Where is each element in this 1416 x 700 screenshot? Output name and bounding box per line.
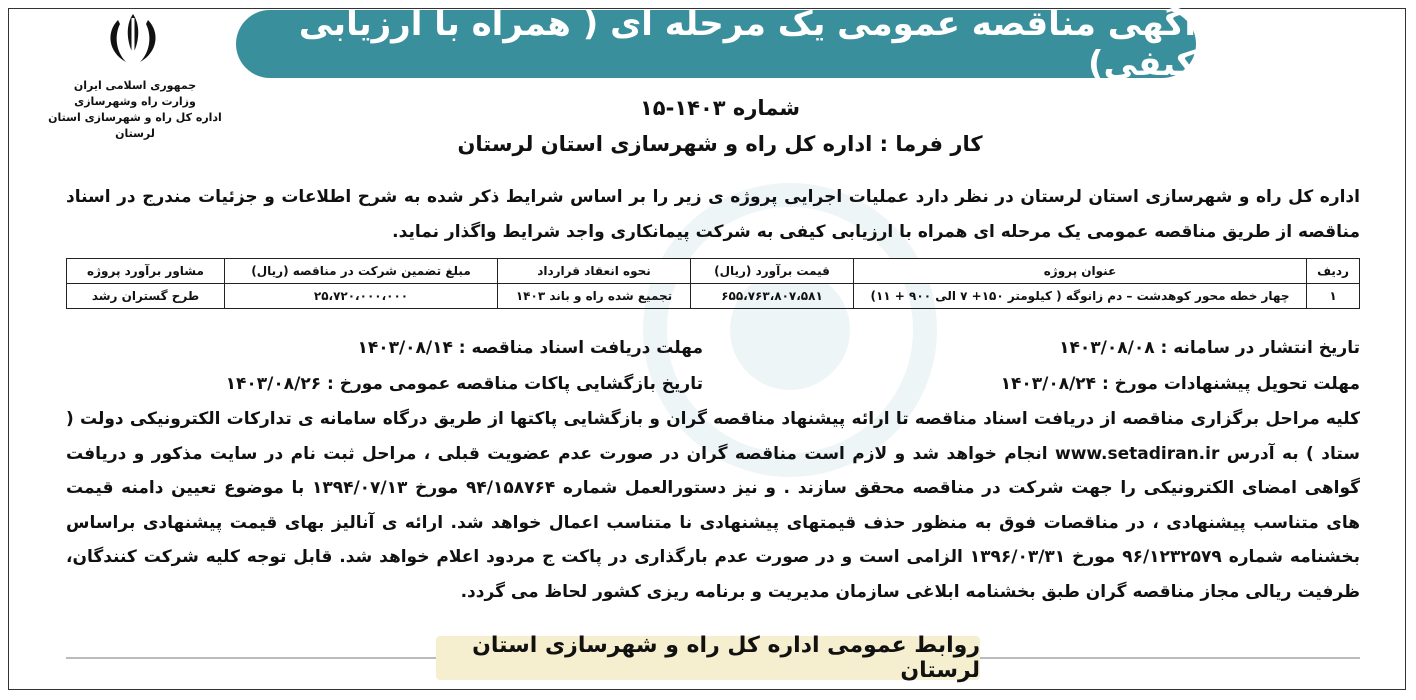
org-ministry: وزارت راه وشهرسازی — [74, 95, 196, 108]
title-banner — [236, 4, 1196, 84]
col-project-title: عنوان پروژه — [854, 259, 1307, 284]
opening-date: تاریخ بازگشایی پاکات مناقصه عمومی مورخ : ۱۴۰۳/۰۸/۲۶ — [225, 374, 703, 394]
org-country: جمهوری اسلامی ایران — [73, 79, 197, 92]
publish-date: تاریخ انتشار در سامانه : ۱۴۰۳/۰۸/۰۸ — [1059, 338, 1360, 358]
iran-emblem-icon — [96, 10, 170, 68]
table-row — [67, 284, 1360, 309]
col-consultant: مشاور برآورد پروژه — [67, 259, 225, 284]
dates-section — [66, 330, 1360, 402]
tender-number: شماره ۱۴۰۳-۱۵ — [639, 96, 801, 120]
col-contract-type: نحوه انعقاد قرارداد — [498, 259, 691, 284]
footer-banner — [436, 633, 980, 683]
col-guarantee: مبلغ تضمین شرکت در مناقصه (ریال) — [225, 259, 498, 284]
table-header-row — [67, 259, 1360, 284]
cell-consultant: طرح گستران رشد — [67, 284, 225, 309]
cell-estimate: ۶۵۵،۷۶۳،۸۰۷،۵۸۱ — [691, 284, 854, 309]
intro-paragraph: اداره کل راه و شهرسازی استان لرستان در نظر دارد عملیات اجرایی پروژه ی زیر را بر اساس شرایط ذکر شده به شرح اطلاعات و جزئیات مندرج در اسناد مناقصه از طریق مناقصه عمومی یک مرحله ای همراه با ارزیابی کیفی به شرکت پیمانکاری واجد شرایط واگذار نماید. — [66, 187, 1360, 242]
organization-block — [40, 78, 230, 142]
body-paragraph: کلیه مراحل برگزاری مناقصه از دریافت اسناد مناقصه تا ارائه پیشنهاد مناقصه گران و بازگشایی پاکتها از طریق درگاه سامانه ی تدارکات الکترونیکی دولت ( ستاد ) به آدرس www.setadiran.ir انجام خواهد شد و لازم است مناقصه گران در صورت عدم عضویت قبلی ، مراحل ثبت نام در سایت مذکور و دریافت گواهی امضای الکترونیکی را جهت شرکت در مناقصه محقق سازند . و نیز دستورالعمل شماره ۹۴/۱۵۸۷۶۴ مورخ ۱۳۹۴/۰۷/۱۳ با موضوع تعیین دامنه قیمت های متناسب پیشنهادی ، در مناقصات فوق به منظور حذف قیمتهای پیشنهادی نا متناسب اعمال خواهد شد. ارائه ی آنالیز بهای قیمت پیشنهادی براساس بخشنامه شماره ۹۶/۱۲۳۲۵۷۹ مورخ ۱۳۹۶/۰۳/۳۱ الزامی است و در صورت عدم بارگذاری در پاکت ج مردود اعلام خواهد شد. قابل توجه کلیه شرکت کنندگان، ظرفیت ریالی مجاز مناقصه گران طبق بخشنامه ابلاغی سازمان مدیریت و برنامه ریزی کشور لحاظ می گردد. — [66, 409, 1361, 602]
documents-deadline: مهلت دریافت اسناد مناقصه : ۱۴۰۳/۰۸/۱۴ — [357, 338, 703, 358]
cell-contract-type: تجمیع شده راه و باند ۱۴۰۳ — [498, 284, 691, 309]
cell-project-title: چهار خطه محور کوهدشت – دم زانوگه ( کیلومتر ۱۵۰+ ۷ الی ۹۰۰ + ۱۱) — [854, 284, 1307, 309]
col-estimate: قیمت برآورد (ریال) — [691, 259, 854, 284]
page-title: آگهی مناقصه عمومی یک مرحله ای ( همراه با ارزیابی کیفی) — [298, 4, 1196, 84]
bid-deadline: مهلت تحویل پیشنهادات مورخ : ۱۴۰۳/۰۸/۲۴ — [1000, 374, 1360, 394]
col-row-number: ردیف — [1307, 259, 1360, 284]
employer-line: کار فرما : اداره کل راه و شهرسازی استان لرستان — [457, 132, 983, 156]
footer-text: روابط عمومی اداره کل راه و شهرسازی استان لرستان — [472, 633, 980, 683]
tender-table — [66, 258, 1360, 309]
cell-row-number: ۱ — [1307, 284, 1360, 309]
org-department: اداره کل راه و شهرسازی استان لرستان — [48, 111, 222, 140]
cell-guarantee: ۲۵،۷۲۰،۰۰۰،۰۰۰ — [225, 284, 498, 309]
